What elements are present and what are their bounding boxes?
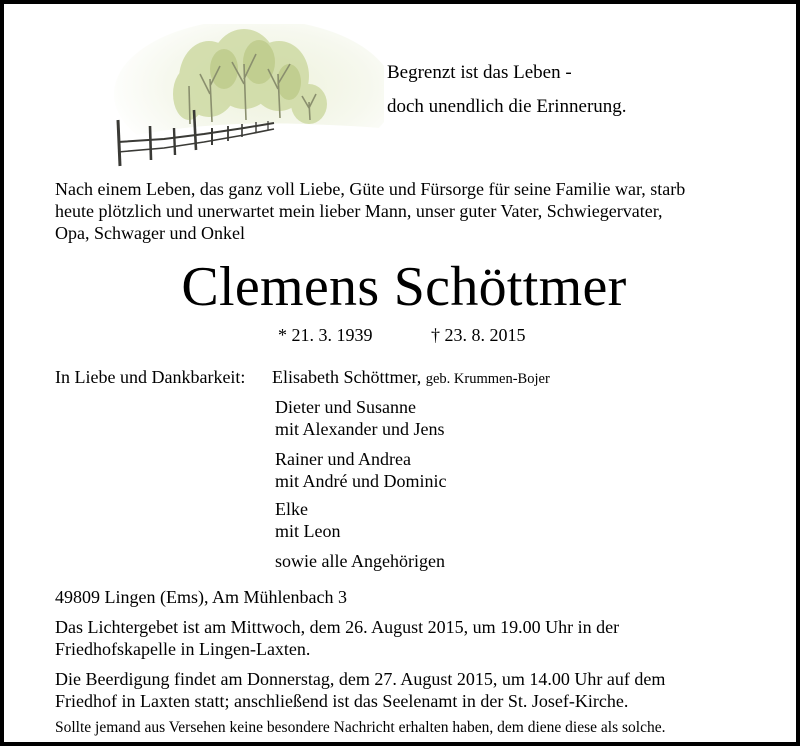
prayer-line-1: Das Lichtergebet ist am Mittwoch, dem 26. August 2015, um 19.00 Uhr in der [55,617,620,637]
spouse-maiden-name: geb. Krummen-Bojer [425,371,550,387]
spouse-name [272,366,550,390]
intro-line-1: Nach einem Leben, das ganz voll Liebe, Güte und Fürsorge für seine Familie war, starb [55,179,686,199]
family-3-line-1: Elke [275,499,308,519]
prayer-line-2: Friedhofskapelle in Lingen-Laxten. [55,639,311,659]
intro-line-2: heute plötzlich und unerwartet mein lieber Mann, unser guter Vater, Schwiegervater, [55,201,663,221]
funeral-line-1: Die Beerdigung findet am Donnerstag, dem 27. August 2015, um 14.00 Uhr auf dem [55,669,666,689]
winter-trees-fence-illustration [104,24,384,174]
mourners-label: In Liebe und Dankbarkeit: [55,367,246,387]
other-relatives: sowie alle Angehörigen [275,551,445,571]
deceased-name: Clemens Schöttmer [181,256,627,318]
family-3-line-2: mit Leon [275,521,341,541]
motto-line-2: doch unendlich die Erinnerung. [387,96,627,117]
intro-line-3: Opa, Schwager und Onkel [55,223,245,243]
address: 49809 Lingen (Ems), Am Mühlenbach 3 [55,587,347,607]
funeral-line-2: Friedhof in Laxten statt; anschließend ist das Seelenamt in der St. Josef-Kirche. [55,691,629,711]
motto-line-1: Begrenzt ist das Leben - [387,62,572,83]
birth-date: * 21. 3. 1939 [278,325,373,345]
family-2-line-2: mit André und Dominic [275,471,447,491]
footnote: Sollte jemand aus Versehen keine besondere Nachricht erhalten haben, dem diene diese als solche. [55,719,666,736]
death-date: † 23. 8. 2015 [431,325,526,345]
family-2-line-1: Rainer und Andrea [275,449,411,469]
family-1-line-1: Dieter und Susanne [275,397,416,417]
spouse-fullname: Elisabeth Schöttmer, [272,367,422,387]
family-1-line-2: mit Alexander und Jens [275,419,445,439]
